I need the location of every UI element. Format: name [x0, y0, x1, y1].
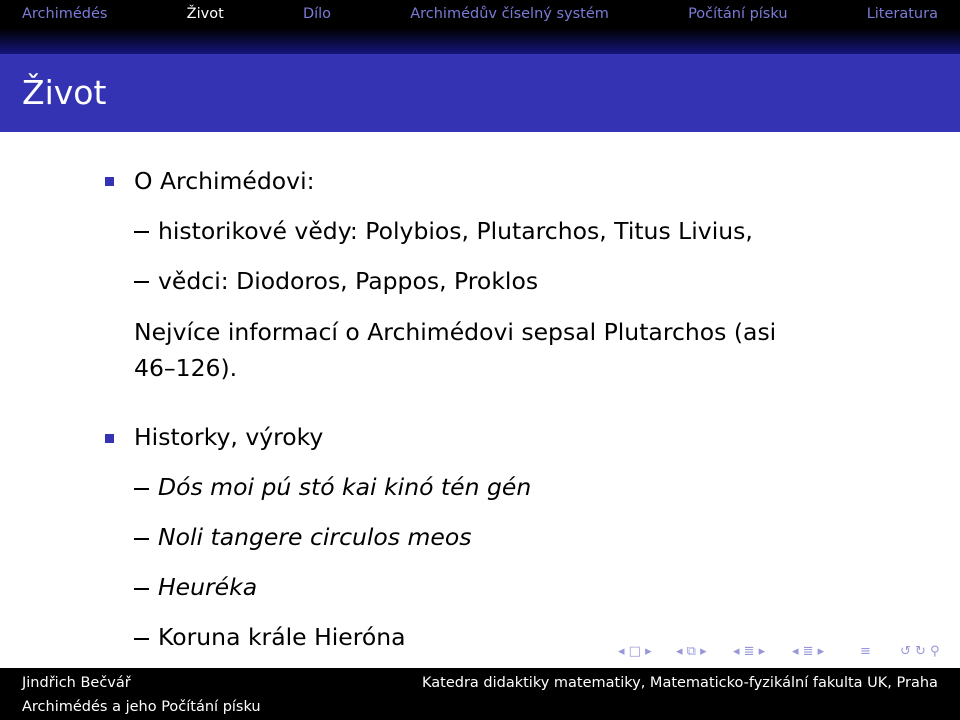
dash-icon: [134, 231, 149, 233]
footer-author: Jindřich Bečvář: [22, 675, 131, 691]
frame-title: Život: [22, 73, 107, 112]
nav-item-ciselny-system[interactable]: Archimédův číselný systém: [410, 6, 609, 22]
item-heading: Historky, výroky: [134, 423, 324, 451]
dash-icon: [134, 638, 149, 640]
quote-item: Noli tangere circulos meos: [158, 523, 472, 551]
footer-affiliation: Katedra didaktiky matematiky, Matematicko-fyzikální fakulta UK, Praha: [422, 675, 938, 691]
frame-nav-icon[interactable]: ◂ □ ▸: [618, 644, 652, 659]
dash-icon: [134, 281, 149, 283]
nav-item-dilo[interactable]: Dílo: [302, 6, 332, 22]
paragraph-line: 46–126).: [134, 354, 238, 382]
bullet-square-icon: [105, 434, 114, 443]
quote-item: Heuréka: [158, 573, 258, 601]
subsection-nav-icon[interactable]: ◂ ⧉ ▸: [676, 644, 707, 659]
dash-icon: [134, 588, 149, 590]
section-nav-icon[interactable]: ◂ ≣ ▸: [792, 644, 825, 659]
footer-short-title: Archimédés a jeho Počítání písku: [22, 699, 261, 715]
search-icon[interactable]: ↺ ↻ ⚲: [900, 644, 940, 659]
subitem: Koruna krále Hieróna: [158, 623, 406, 651]
quote-item: Dós moi pú stó kai kinó tén gén: [158, 473, 532, 501]
nav-item-literatura[interactable]: Literatura: [866, 6, 938, 22]
nav-item-archimedes[interactable]: Archimédés: [22, 6, 108, 22]
nav-item-zivot[interactable]: Život: [186, 6, 224, 22]
subitem: historikové vědy: Polybios, Plutarchos, Titus Livius,: [158, 217, 753, 245]
bullet-square-icon: [105, 177, 114, 186]
subitem: vědci: Diodoros, Pappos, Proklos: [158, 267, 539, 295]
dash-icon: [134, 488, 149, 490]
paragraph-line: Nejvíce informací o Archimédovi sepsal Plutarchos (asi: [134, 318, 777, 346]
dash-icon: [134, 538, 149, 540]
nav-item-pocitani-pisku[interactable]: Počítání písku: [688, 6, 788, 22]
section-nav-icon[interactable]: ◂ ≣ ▸: [733, 644, 766, 659]
align-icon[interactable]: ≡: [860, 644, 871, 659]
item-heading: O Archimédovi:: [134, 167, 315, 195]
